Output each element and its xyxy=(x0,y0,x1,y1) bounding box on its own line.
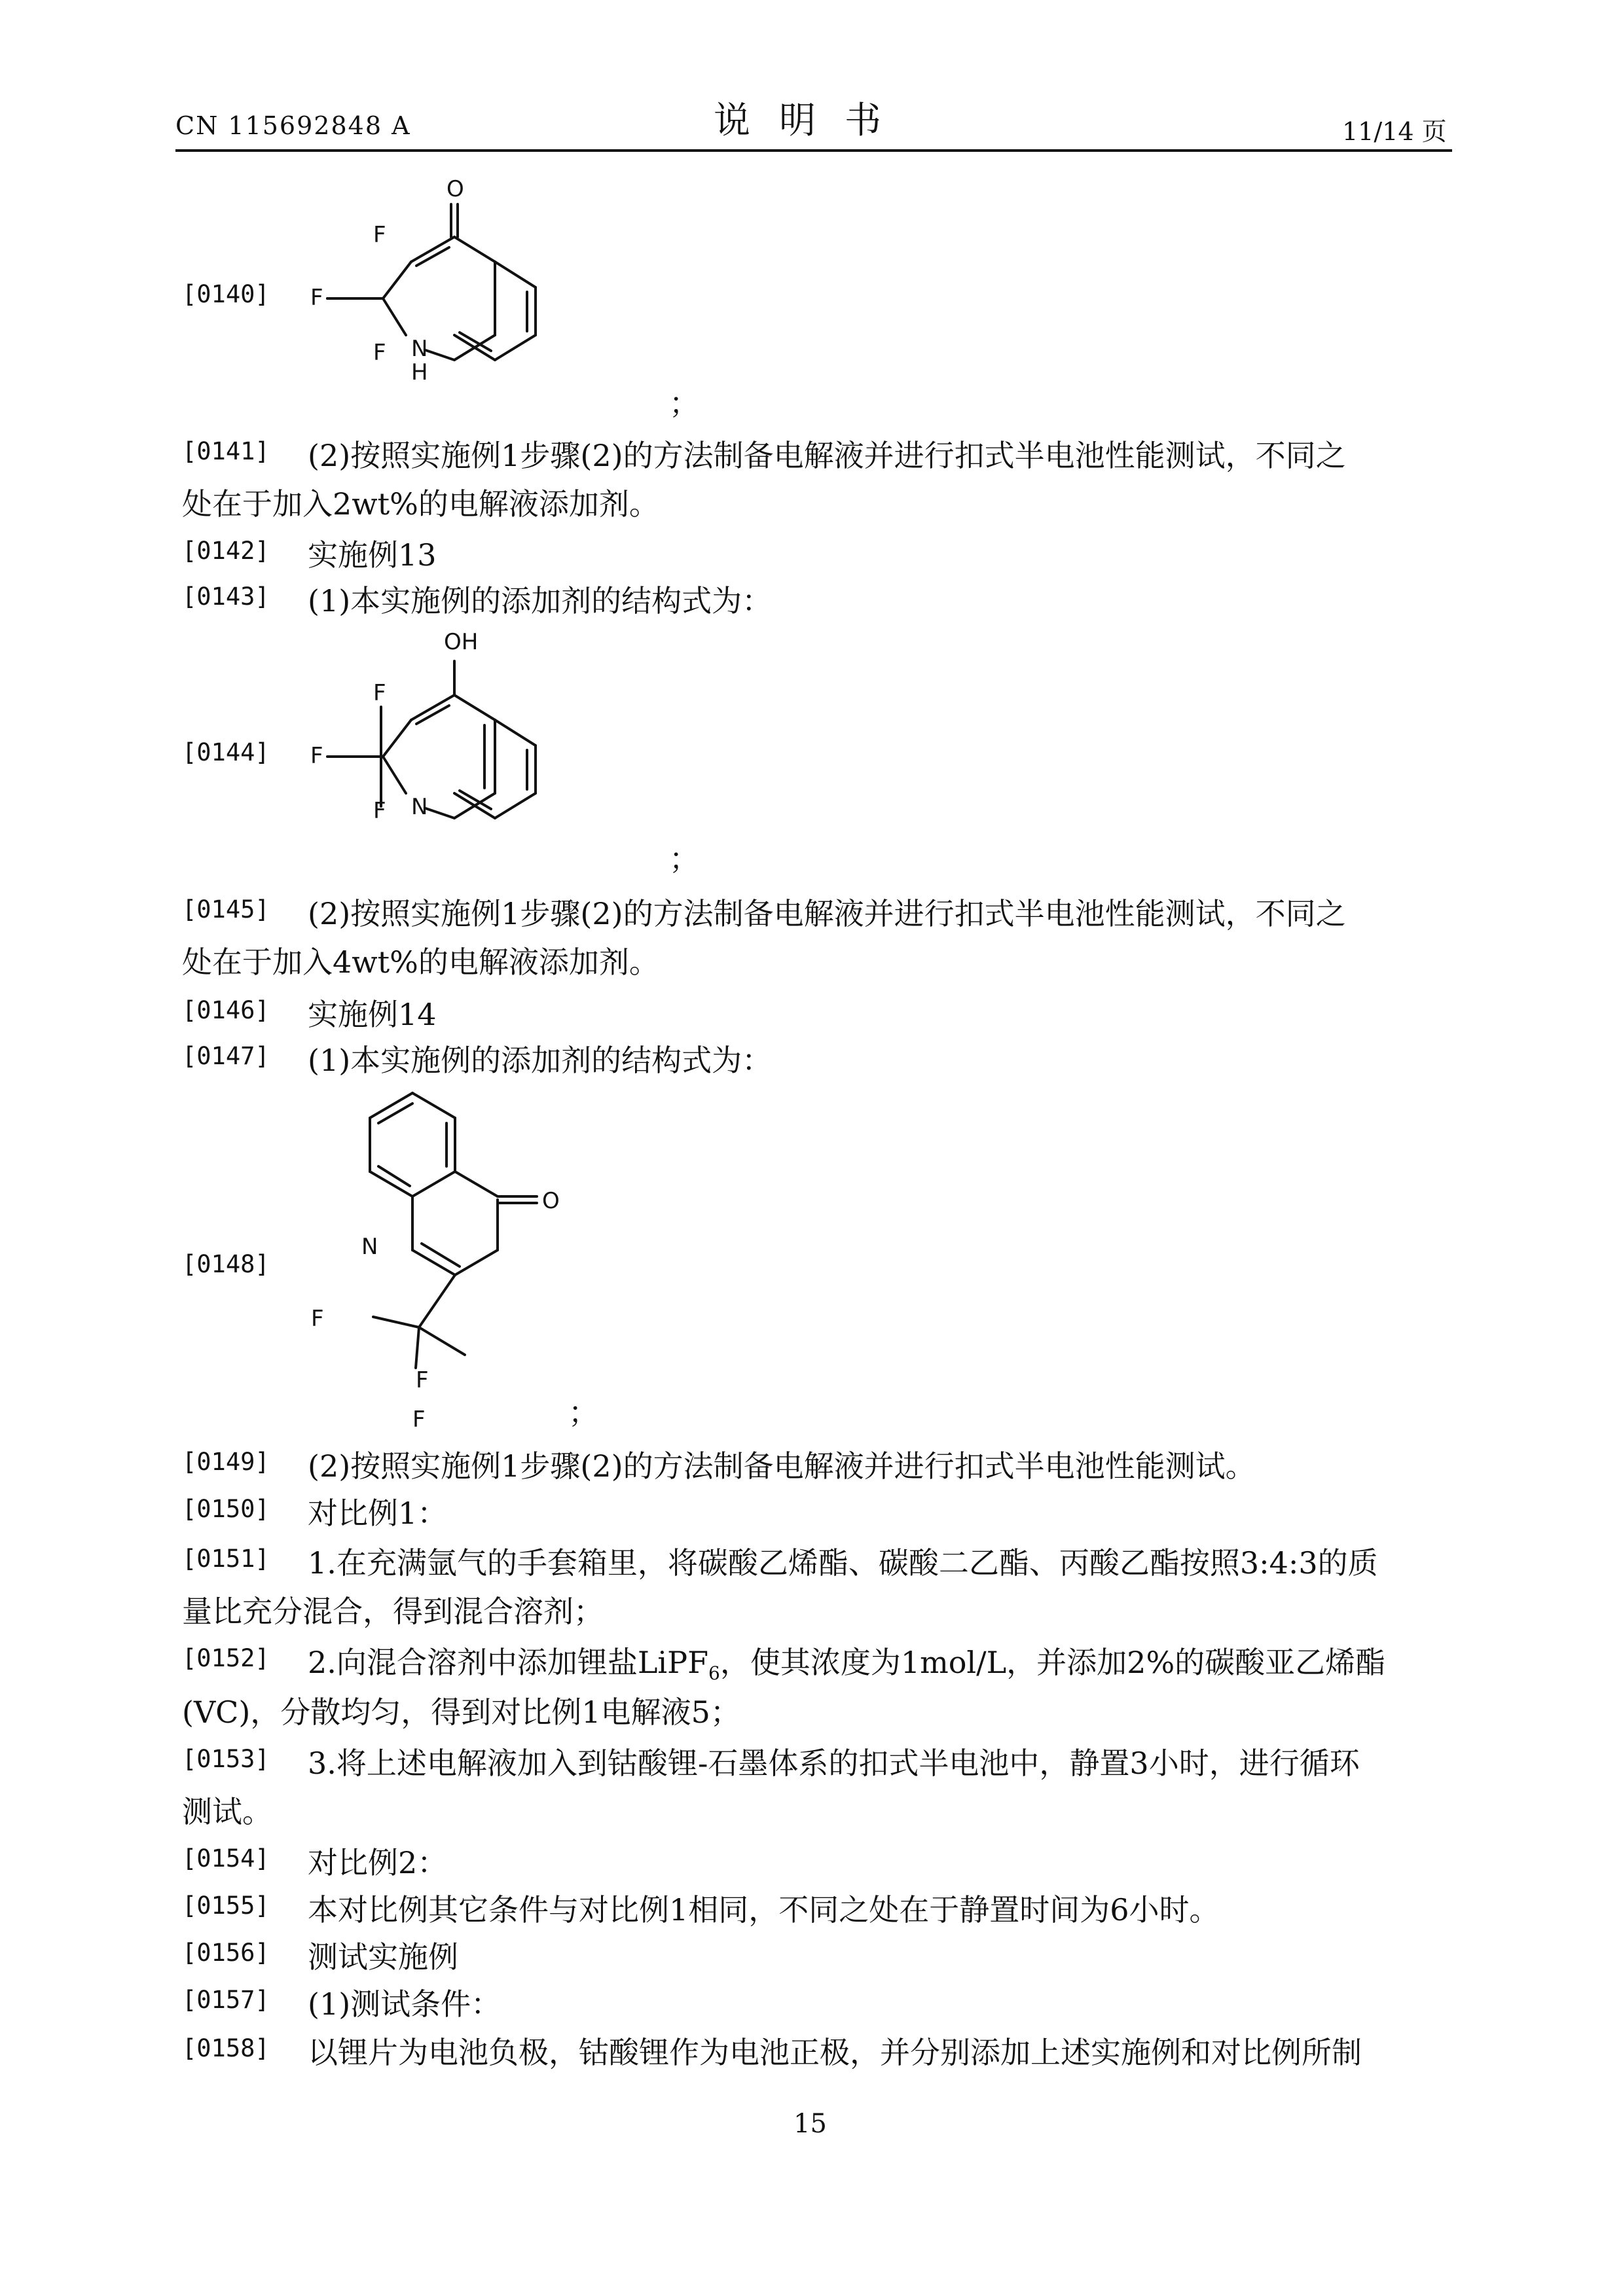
structure-terminator: ； xyxy=(568,1395,598,1430)
paragraph-text: (2)按照实施例1步骤(2)的方法制备电解液并进行扣式半电池性能测试，不同之 xyxy=(308,438,1346,473)
paragraph-text-continued: 处在于加入2wt%的电解液添加剂。 xyxy=(182,486,659,522)
paragraph-number: [0151] xyxy=(182,1545,270,1573)
paragraph-text: 实施例13 xyxy=(308,537,437,573)
paragraph-text-continued: 处在于加入4wt%的电解液添加剂。 xyxy=(182,944,659,980)
paragraph-number: [0140] xyxy=(182,280,270,308)
paragraph-text-continued: 量比充分混合，得到混合溶剂； xyxy=(182,1594,604,1629)
paragraph-text: (1)本实施例的添加剂的结构式为： xyxy=(308,1043,773,1078)
paragraph-number: [0142] xyxy=(182,537,270,565)
text-segment: ，使其浓度为1mol/L，并添加2%的碳酸亚乙烯酯 xyxy=(720,1645,1386,1680)
atom-label-f3: F xyxy=(412,1407,426,1433)
paragraph-text: 1.在充满氩气的手套箱里，将碳酸乙烯酯、碳酸二乙酯、丙酸乙酯按照3:4:3的质 xyxy=(308,1545,1378,1581)
paragraph-number: [0157] xyxy=(182,1986,270,2014)
paragraph-text: 测试实施例 xyxy=(308,1939,458,1975)
atom-label-f1: F xyxy=(311,1306,324,1332)
paragraph-text xyxy=(308,1639,1385,1684)
paragraph-text: (2)按照实施例1步骤(2)的方法制备电解液并进行扣式半电池性能测试。 xyxy=(308,1448,1256,1484)
paragraph-number: [0150] xyxy=(182,1495,270,1523)
page-info: 11/14 页 xyxy=(1342,117,1447,146)
paragraph-number: [0143] xyxy=(182,583,270,611)
atom-label-f1: F xyxy=(373,222,386,248)
chemical-structure-0148 xyxy=(288,1080,707,1446)
atom-label-n: N xyxy=(411,336,428,362)
page-title: 说明书 xyxy=(714,99,910,142)
chemical-structure-0144 xyxy=(288,622,707,870)
paragraph-text: (1)本实施例的添加剂的结构式为： xyxy=(308,583,773,619)
structure-terminator: ； xyxy=(669,841,699,876)
paragraph-number: [0156] xyxy=(182,1939,270,1967)
header-divider xyxy=(175,149,1452,152)
atom-label-o: O xyxy=(542,1188,560,1214)
paragraph-number: [0154] xyxy=(182,1844,270,1873)
paragraph-number: [0158] xyxy=(182,2034,270,2062)
paragraph-number: [0152] xyxy=(182,1644,270,1672)
atom-label-n: N xyxy=(361,1234,378,1260)
paragraph-number: [0146] xyxy=(182,996,270,1024)
atom-label-f3: F xyxy=(373,340,386,366)
paragraph-number: [0149] xyxy=(182,1448,270,1476)
paragraph-number: [0147] xyxy=(182,1042,270,1070)
paragraph-number: [0144] xyxy=(182,738,270,766)
paragraph-text: 以锂片为电池负极，钴酸锂作为电池正极，并分别添加上述实施例和对比例所制 xyxy=(308,2035,1362,2070)
paragraph-text-continued: 测试。 xyxy=(182,1794,272,1829)
atom-label-f2: F xyxy=(416,1367,429,1393)
chemical-structure-0140 xyxy=(288,164,707,425)
paragraph-text-continued: (VC)，分散均匀，得到对比例1电解液5； xyxy=(182,1695,740,1730)
paragraph-text: 本对比例其它条件与对比例1相同，不同之处在于静置时间为6小时。 xyxy=(308,1892,1220,1928)
paragraph-text: (1)测试条件： xyxy=(308,1986,501,2022)
patent-number: CN 115692848 A xyxy=(175,111,411,140)
paragraph-number: [0155] xyxy=(182,1892,270,1920)
structure-terminator: ； xyxy=(669,386,699,421)
text-segment: 2.向混合溶剂中添加锂盐LiPF xyxy=(308,1645,709,1680)
paragraph-text: 3.将上述电解液加入到钴酸锂-石墨体系的扣式半电池中，静置3小时，进行循环 xyxy=(308,1746,1360,1781)
atom-label-f1: F xyxy=(373,680,386,706)
atom-label-f3: F xyxy=(373,798,386,824)
paragraph-number: [0153] xyxy=(182,1745,270,1773)
paragraph-text: 对比例2： xyxy=(308,1845,448,1880)
paragraph-number: [0141] xyxy=(182,437,270,465)
paragraph-number: [0145] xyxy=(182,895,270,924)
paragraph-text: 实施例14 xyxy=(308,997,437,1032)
subscript: 6 xyxy=(708,1662,720,1685)
paragraph-text: 对比例1： xyxy=(308,1496,448,1531)
paragraph-number: [0148] xyxy=(182,1250,270,1278)
atom-label-oh: OH xyxy=(444,629,479,655)
atom-label-h: H xyxy=(411,359,428,386)
atom-label-o: O xyxy=(447,176,464,202)
atom-label-n: N xyxy=(411,794,428,820)
atom-label-f2: F xyxy=(310,285,323,311)
paragraph-text: (2)按照实施例1步骤(2)的方法制备电解液并进行扣式半电池性能测试，不同之 xyxy=(308,896,1346,931)
atom-label-f2: F xyxy=(310,743,323,769)
page-number: 15 xyxy=(793,2109,827,2139)
